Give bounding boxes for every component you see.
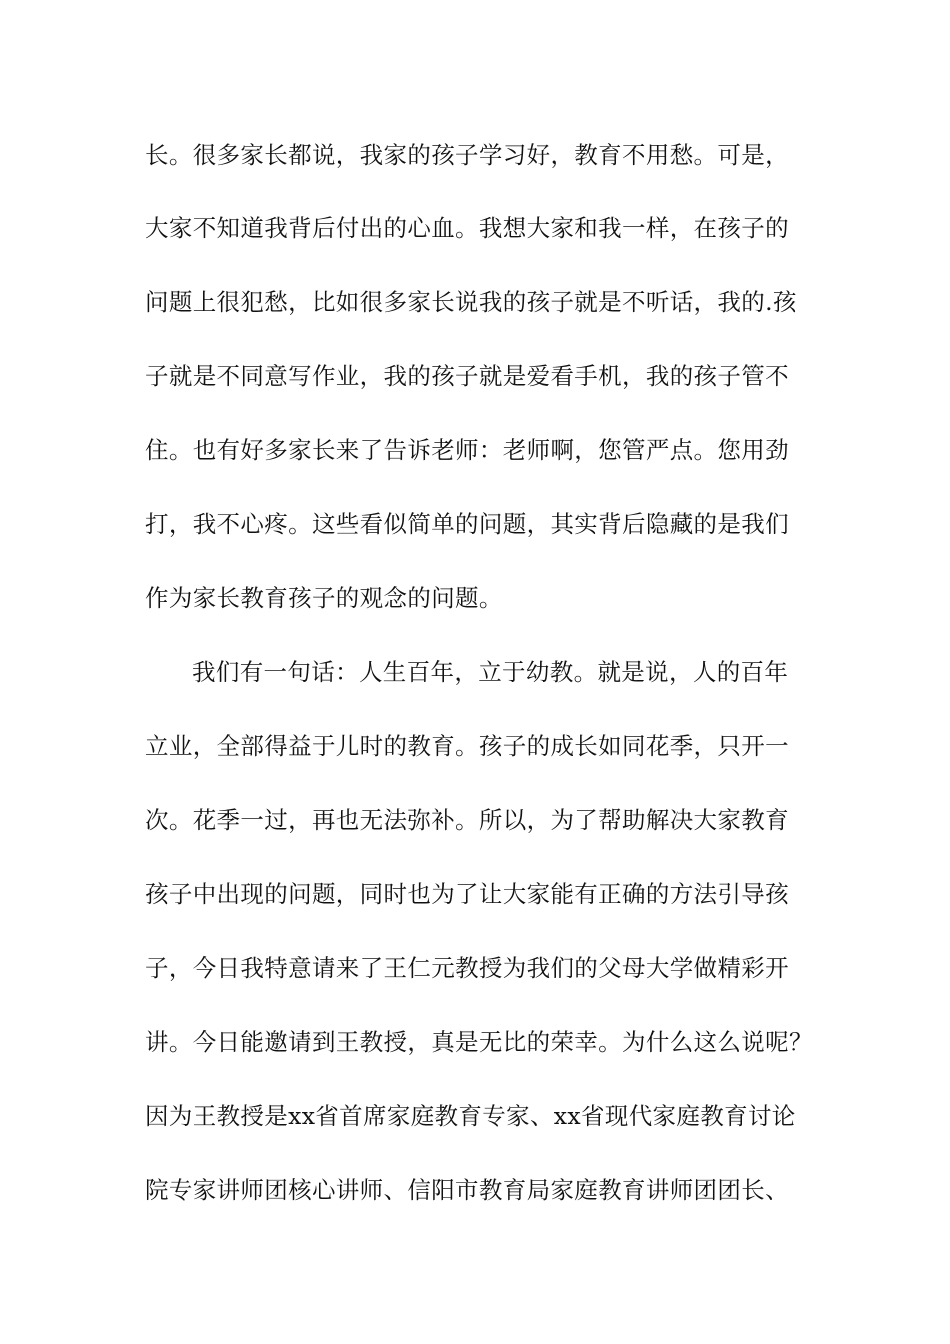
paragraph-line: 大家不知道我背后付出的心血。我想大家和我一样，在孩子的 — [145, 214, 789, 242]
paragraph-line: 住。也有好多家长来了告诉老师：老师啊，您管严点。您用劲 — [145, 436, 789, 464]
paragraph-line: 问题上很犯愁，比如很多家长说我的孩子就是不听话，我的.孩 — [145, 288, 797, 316]
paragraph-line: 因为王教授是xx省首席家庭教育专家、xx省现代家庭教育讨论 — [145, 1102, 796, 1130]
paragraph-line: 打，我不心疼。这些看似简单的问题，其实背后隐藏的是我们 — [145, 510, 789, 538]
paragraph-line: 子，今日我特意请来了王仁元教授为我们的父母大学做精彩开 — [145, 954, 789, 982]
paragraph-line: 讲。今日能邀请到王教授，真是无比的荣幸。为什么这么说呢？ — [145, 1028, 813, 1056]
paragraph-line: 次。花季一过，再也无法弥补。所以，为了帮助解决大家教育 — [145, 806, 789, 834]
paragraph-line: 立业，全部得益于儿时的教育。孩子的成长如同花季，只开一 — [145, 732, 789, 760]
paragraph-line: 作为家长教育孩子的观念的问题。 — [145, 584, 503, 612]
paragraph-line: 子就是不同意写作业，我的孩子就是爱看手机，我的孩子管不 — [145, 362, 789, 390]
paragraph-line: 孩子中出现的问题，同时也为了让大家能有正确的方法引导孩 — [145, 880, 789, 908]
paragraph-first-line: 我们有一句话：人生百年，立于幼教。就是说，人的百年 — [192, 658, 789, 686]
paragraph-line: 长。很多家长都说，我家的孩子学习好，教育不用愁。可是， — [145, 141, 789, 169]
paragraph-line: 院专家讲师团核心讲师、信阳市教育局家庭教育讲师团团长、 — [145, 1176, 789, 1204]
